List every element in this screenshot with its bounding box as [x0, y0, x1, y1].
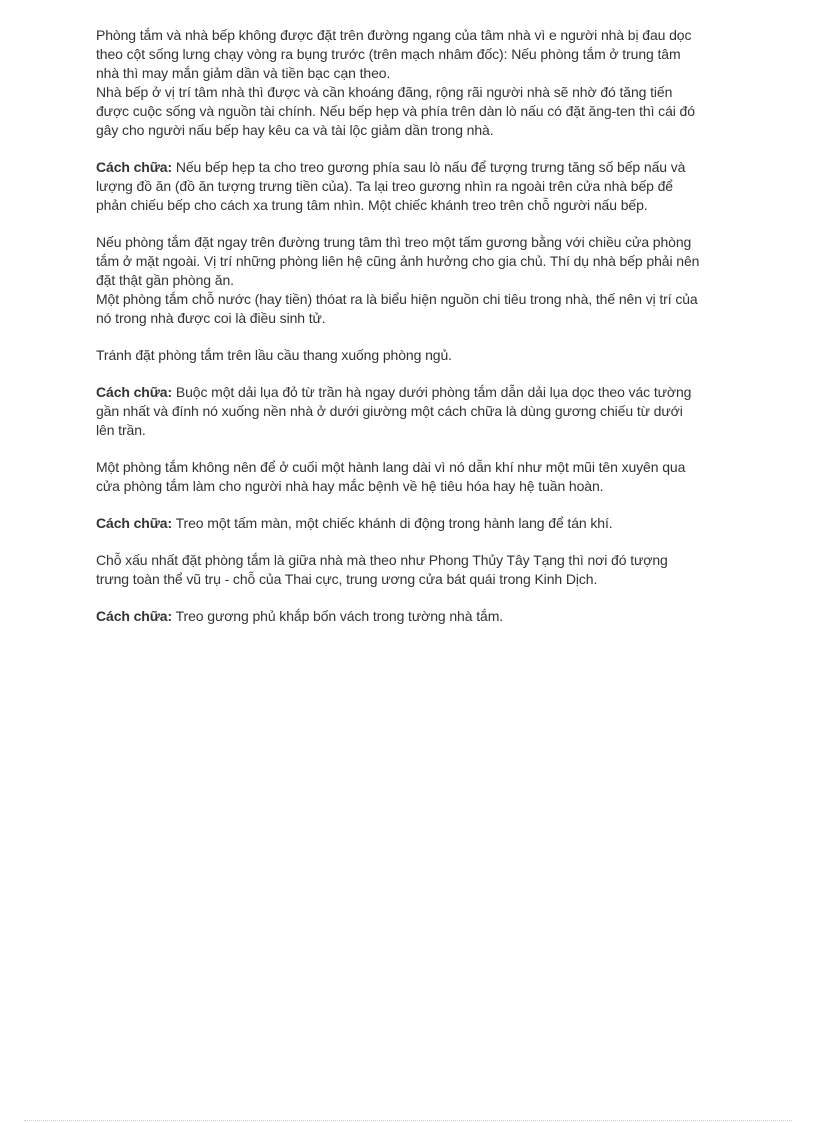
text-line — [96, 45, 768, 64]
text-line — [96, 458, 768, 477]
text-line — [96, 158, 768, 177]
line-text: Nếu phòng tắm đặt ngay trên đường trung tâm thì treo một tấm gương bằng với chiều cửa phòng — [96, 234, 692, 250]
text-line — [96, 64, 768, 83]
line-text: nó trong nhà được coi là điều sinh tử. — [96, 310, 326, 326]
text-line — [96, 477, 768, 496]
line-text: Một phòng tắm chỗ nước (hay tiền) thóat ra là biểu hiện nguồn chi tiêu trong nhà, thế nên vị trí của — [96, 291, 698, 307]
text-line — [96, 309, 768, 328]
line-text: Phòng tắm và nhà bếp không được đặt trên đường ngang của tâm nhà vì e người nhà bị đau dọc — [96, 27, 692, 43]
line-text: trưng toàn thể vũ trụ - chỗ của Thai cực, trung ương cửa bát quái trong Kinh Dịch. — [96, 571, 598, 587]
paragraph — [96, 514, 768, 533]
line-text: gần nhất và đính nó xuống nền nhà ở dưới giường một cách chữa là dùng gương chiếu từ dưới — [96, 403, 683, 419]
line-text: Buộc một dải lụa đỏ từ trần hà ngay dưới phòng tắm dẫn dải lụa dọc theo vác tường — [172, 384, 692, 400]
line-text: Nhà bếp ở vị trí tâm nhà thì được và cần khoáng đãng, rộng rãi người nhà sẽ nhờ đó tăng tiến — [96, 84, 673, 100]
text-line — [96, 383, 768, 402]
text-line — [96, 551, 768, 570]
text-line — [96, 607, 768, 626]
text-line — [96, 233, 768, 252]
text-line — [96, 570, 768, 589]
text-line — [96, 346, 768, 365]
page-bottom-divider — [24, 1120, 792, 1121]
paragraph — [96, 458, 768, 496]
text-line — [96, 402, 768, 421]
text-line — [96, 290, 768, 309]
paragraph — [96, 26, 768, 140]
paragraph — [96, 233, 768, 328]
line-text: nhà thì may mắn giảm dần và tiền bạc cạn theo. — [96, 65, 391, 81]
line-text: Chỗ xấu nhất đặt phòng tắm là giữa nhà mà theo như Phong Thủy Tây Tạng thì nơi đó tượng — [96, 552, 668, 568]
paragraph — [96, 607, 768, 626]
line-text: lên trần. — [96, 422, 146, 438]
line-text: đặt thật gần phòng ăn. — [96, 272, 234, 288]
paragraph — [96, 383, 768, 440]
line-text: theo cột sống lưng chạy vòng ra bụng trước (trên mạch nhâm đốc): Nếu phòng tắm ở trung tâm — [96, 46, 681, 62]
paragraph — [96, 551, 768, 589]
document-body — [96, 26, 768, 644]
line-text: tắm ở mặt ngoài. Vị trí những phòng liên hệ cũng ảnh hưởng cho gia chủ. Thí dụ nhà bếp phải nên — [96, 253, 700, 269]
line-text: Nếu bếp hẹp ta cho treo gương phía sau lò nấu để tượng trưng tăng số bếp nấu và — [172, 159, 686, 175]
line-text: cửa phòng tắm làm cho người nhà hay mắc bệnh về hệ tiêu hóa hay hệ tuần hoàn. — [96, 478, 604, 494]
line-text: gây cho người nấu bếp hay kêu ca và tài lộc giảm dần trong nhà. — [96, 122, 494, 138]
text-line — [96, 196, 768, 215]
paragraph — [96, 346, 768, 365]
text-line — [96, 177, 768, 196]
text-line — [96, 83, 768, 102]
line-text: phản chiếu bếp cho cách xa trung tâm nhìn. Một chiếc khánh treo trên chỗ người nấu bếp. — [96, 197, 648, 213]
paragraph — [96, 158, 768, 215]
text-line — [96, 102, 768, 121]
remedy-label: Cách chữa: — [96, 384, 173, 400]
text-line — [96, 514, 768, 533]
line-text: Tránh đặt phòng tắm trên lầu cầu thang xuống phòng ngủ. — [96, 347, 452, 363]
text-line — [96, 252, 768, 271]
line-text: lượng đồ ăn (đồ ăn tượng trưng tiền của). Ta lại treo gương nhìn ra ngoài trên cửa nhà bếp để — [96, 178, 673, 194]
line-text: Treo gương phủ khắp bốn vách trong tường nhà tắm. — [172, 608, 504, 624]
remedy-label: Cách chữa: — [96, 515, 173, 531]
text-line — [96, 121, 768, 140]
line-text: Một phòng tắm không nên để ở cuối một hành lang dài vì nó dẫn khí như một mũi tên xuyên qua — [96, 459, 686, 475]
line-text: Treo một tấm màn, một chiếc khánh di động trong hành lang để tán khí. — [172, 515, 613, 531]
text-line — [96, 26, 768, 45]
line-text: được cuộc sống và nguồn tài chính. Nếu bếp hẹp và phía trên dàn lò nấu có đặt ăng-ten thì cái đó — [96, 103, 695, 119]
text-line — [96, 421, 768, 440]
remedy-label: Cách chữa: — [96, 608, 173, 624]
text-line — [96, 271, 768, 290]
remedy-label: Cách chữa: — [96, 159, 173, 175]
